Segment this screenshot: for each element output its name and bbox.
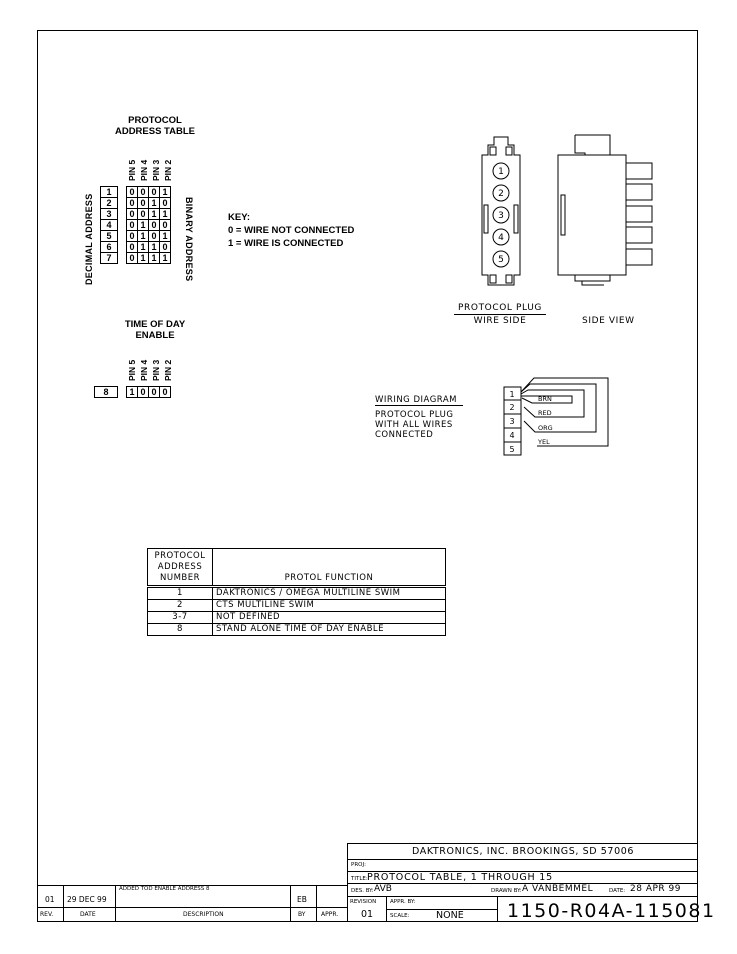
decimal-column (100, 186, 118, 264)
title-value: PROTOCOL TABLE, 1 THROUGH 15 (367, 872, 553, 883)
function-num-cell: 1 (148, 587, 213, 600)
rev-header: REV. (40, 911, 54, 918)
wiring-desc-line2: WITH ALL WIRES (375, 420, 453, 430)
binary-bit-cell: 0 (138, 209, 149, 220)
binary-address-row (127, 220, 171, 231)
by-header: BY (298, 911, 306, 918)
revision-description: ADDED TOD ENABLE ADDRESS 8 (119, 886, 210, 892)
wire-label: RED (538, 409, 552, 417)
appr-by-label: APPR. BY: (390, 899, 416, 905)
address-table-title-line1: PROTOCOL (128, 115, 182, 126)
function-table-row (148, 624, 446, 636)
tod-bit: 0 (138, 387, 149, 398)
pin-header: PIN 5 (127, 159, 137, 181)
header-num-line2: ADDRESS (157, 562, 203, 572)
binary-bit-cell: 0 (160, 220, 171, 231)
function-table-row (148, 612, 446, 624)
binary-bit-cell: 1 (138, 220, 149, 231)
wiring-desc-line1: PROTOCOL PLUG (375, 410, 454, 420)
scale-label: SCALE: (390, 913, 410, 919)
binary-address-row (127, 242, 171, 253)
pin-header: PIN 4 (139, 359, 149, 381)
function-table-row (148, 587, 446, 600)
revision-value: 01 (361, 909, 374, 920)
plug-side-body (558, 155, 626, 275)
binary-bit-cell: 0 (149, 231, 160, 242)
description-header: DESCRIPTION (183, 911, 224, 918)
des-by-label: DES. BY: (351, 888, 374, 894)
date-value: 28 APR 99 (630, 884, 681, 894)
binary-address-row (127, 187, 171, 198)
function-table-header (148, 549, 446, 587)
binary-address-row (127, 209, 171, 220)
tod-title-line1: TIME OF DAY (124, 319, 186, 330)
decimal-address-cell: 2 (101, 198, 118, 209)
revision-rev: 01 (45, 895, 55, 904)
function-desc-cell: CTS MULTILINE SWIM (213, 600, 446, 612)
binary-bit-cell: 0 (160, 242, 171, 253)
binary-bit-cell: 0 (149, 220, 160, 231)
wiring-diagram (500, 370, 615, 460)
wire-org (521, 384, 596, 432)
key-title: KEY: (228, 212, 250, 223)
revision-by: EB (297, 895, 307, 904)
protocol-plug-drawing (470, 125, 670, 295)
plug-side-top-latch (575, 135, 610, 155)
binary-bit-cell: 0 (127, 253, 138, 264)
binary-bit-cell: 0 (149, 187, 160, 198)
tod-decimal-cell (94, 386, 118, 398)
binary-bit-cell: 0 (138, 187, 149, 198)
pin-header: PIN 3 (151, 159, 161, 181)
binary-address-row (127, 198, 171, 209)
binary-bit-cell: 1 (160, 209, 171, 220)
function-num-cell: 8 (148, 624, 213, 636)
binary-bit-cell: 1 (149, 242, 160, 253)
binary-bit-cell: 1 (160, 187, 171, 198)
binary-grid (126, 186, 171, 264)
function-desc-cell: STAND ALONE TIME OF DAY ENABLE (213, 624, 446, 636)
decimal-address-label: DECIMAL ADDRESS (84, 193, 94, 285)
wire-label: YEL (538, 438, 550, 446)
address-table-title-line2: ADDRESS TABLE (114, 126, 196, 137)
plug-pin-label: 1 (498, 167, 504, 177)
pin-header: PIN 2 (163, 359, 173, 381)
proj-label: PROJ: (351, 862, 366, 868)
address-table-title (100, 115, 210, 137)
binary-bit-cell: 1 (149, 198, 160, 209)
header-num-line1: PROTOCOL (154, 551, 206, 561)
wiring-desc-line3: CONNECTED (375, 430, 434, 440)
side-view-caption: SIDE VIEW (582, 316, 635, 326)
revision-label: REVISION (350, 899, 377, 905)
wiring-pin-label: 1 (509, 390, 515, 399)
wiring-diagram-text (375, 395, 463, 440)
wire-yel (521, 378, 608, 446)
binary-address-row (127, 231, 171, 242)
binary-bit-cell: 1 (149, 209, 160, 220)
protocol-function-table (147, 548, 446, 636)
binary-address-label: BINARY ADDRESS (184, 196, 194, 282)
wiring-pin-label: 5 (509, 445, 515, 454)
header-num (148, 549, 213, 587)
decimal-address-cell: 3 (101, 209, 118, 220)
drawing-number: 1150-R04A-115081 (507, 900, 716, 922)
wire-label: ORG (538, 424, 553, 432)
binary-bit-cell: 1 (149, 253, 160, 264)
header-func: PROTOL FUNCTION (213, 549, 446, 587)
binary-bit-cell: 1 (160, 231, 171, 242)
drawn-by-label: DRAWN BY: (491, 888, 522, 894)
decimal-address-cell: 7 (101, 253, 118, 264)
plug-pin-label: 5 (498, 255, 504, 265)
wiring-title: WIRING DIAGRAM (375, 395, 463, 406)
wiring-pin-label: 3 (509, 417, 515, 426)
function-table-row (148, 600, 446, 612)
wiring-pin-label: 2 (509, 403, 515, 412)
plug-wire-side-caption (450, 302, 550, 327)
wire-label: BRN (538, 395, 552, 403)
binary-bit-cell: 1 (138, 242, 149, 253)
wiring-pin-label: 4 (509, 431, 515, 440)
function-num-cell: 3-7 (148, 612, 213, 624)
date-header: DATE (80, 911, 96, 918)
tod-bit: 0 (160, 387, 171, 398)
binary-bit-cell: 0 (127, 242, 138, 253)
function-num-cell: 2 (148, 600, 213, 612)
binary-bit-cell: 1 (138, 231, 149, 242)
binary-bit-cell: 0 (127, 231, 138, 242)
header-num-line3: NUMBER (159, 573, 201, 583)
drawn-by-value: A VANBEMMEL (522, 884, 594, 894)
binary-bit-cell: 0 (127, 209, 138, 220)
pin-header: PIN 5 (127, 359, 137, 381)
pin-header: PIN 3 (151, 359, 161, 381)
pin-header: PIN 2 (163, 159, 173, 181)
function-desc-cell: NOT DEFINED (213, 612, 446, 624)
tod-bit: 1 (127, 387, 138, 398)
tod-bit: 0 (149, 387, 160, 398)
binary-bit-cell: 0 (127, 220, 138, 231)
function-desc-cell: DAKTRONICS / OMEGA MULTILINE SWIM (213, 587, 446, 600)
revision-date: 29 DEC 99 (67, 895, 107, 904)
binary-address-row (127, 253, 171, 264)
des-by-value: AVB (374, 884, 392, 894)
binary-bit-cell: 1 (138, 253, 149, 264)
decimal-address-cell: 6 (101, 242, 118, 253)
plug-label-line1: PROTOCOL PLUG (454, 302, 546, 315)
title-label: TITLE: (351, 876, 368, 882)
binary-bit-cell: 0 (127, 187, 138, 198)
tod-title-line2: ENABLE (135, 330, 175, 341)
plug-label-line2: WIRE SIDE (473, 316, 527, 326)
pin-header: PIN 4 (139, 159, 149, 181)
plug-pin-label: 3 (498, 211, 504, 221)
tod-table-title (100, 319, 210, 341)
company-name: DAKTRONICS, INC. BROOKINGS, SD 57006 (411, 846, 635, 857)
key-line-1: 1 = WIRE IS CONNECTED (228, 238, 344, 249)
decimal-address-cell: 1 (101, 187, 118, 198)
decimal-address-cell: 5 (101, 231, 118, 242)
plug-pin-label: 2 (498, 189, 504, 199)
binary-bit-cell: 0 (160, 198, 171, 209)
binary-bit-cell: 0 (127, 198, 138, 209)
appr-header: APPR. (321, 911, 339, 918)
date-label: DATE: (609, 888, 626, 894)
tod-dec-value: 8 (95, 387, 118, 398)
decimal-address-cell: 4 (101, 220, 118, 231)
binary-bit-cell: 1 (160, 253, 171, 264)
plug-side-bottom-latch (575, 275, 610, 285)
plug-pin-label: 4 (498, 233, 504, 243)
key-line-0: 0 = WIRE NOT CONNECTED (228, 225, 355, 236)
scale-value: NONE (436, 910, 464, 921)
binary-bit-cell: 0 (138, 198, 149, 209)
key-block (228, 211, 354, 250)
tod-binary-row (126, 386, 171, 398)
